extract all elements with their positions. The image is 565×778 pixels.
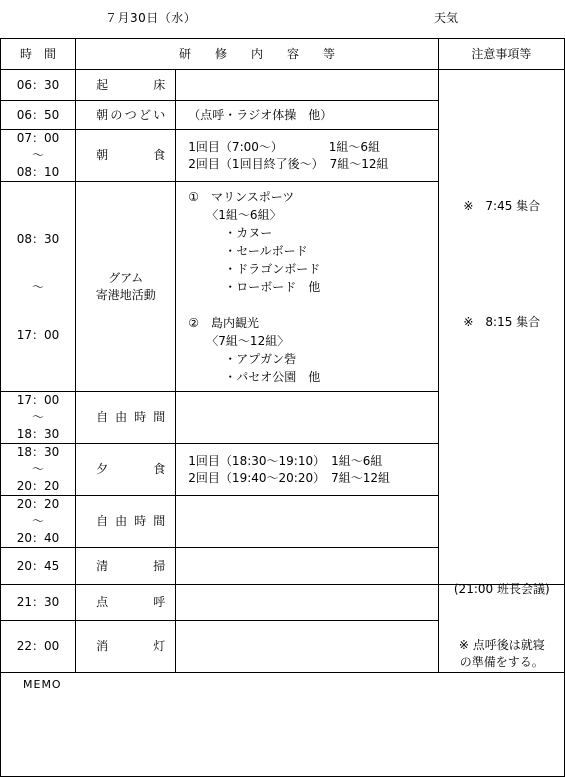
details-cell (176, 496, 438, 548)
activity-text: 起 床 (96, 77, 166, 92)
header-notes: 注意事項等 (438, 39, 564, 70)
time-cell (1, 70, 76, 101)
activity-text: 消 灯 (96, 639, 166, 653)
note-text: (21:00 班長会議) (453, 582, 550, 596)
activity-text: 朝 食 (96, 148, 166, 162)
time-text: 08：30 (16, 231, 60, 246)
details-cell (176, 392, 438, 444)
details-cell (176, 548, 438, 585)
time-text: 22：00 (16, 639, 60, 653)
activity-cell (76, 70, 176, 101)
time-text: 17：00 (16, 393, 60, 407)
details-text: ・アプガン砦 (188, 351, 297, 366)
time-cell (1, 548, 76, 585)
time-cell (1, 101, 76, 130)
header-time: 時 間 (1, 39, 76, 70)
activity-cell (76, 585, 176, 621)
time-text: 18：30 (16, 445, 60, 459)
details-text: 2回目（19:40〜20:20） 7組〜12組 (188, 470, 391, 485)
memo-label: MEMO (23, 678, 62, 691)
activity-cell (76, 130, 176, 182)
time-text (1, 299, 75, 323)
activity-cell (76, 101, 176, 130)
time-cell (1, 444, 76, 496)
activity-cell (76, 182, 176, 392)
time-cell (1, 392, 76, 444)
details-text: 〈1組〜6組〉 (188, 207, 282, 222)
table-row (1, 585, 565, 621)
activity-text: 夕 食 (96, 462, 166, 476)
note-text: ※ 8:15 集合 (463, 315, 541, 329)
time-text: 07：00 (16, 131, 60, 145)
time-text: 〜 (32, 279, 45, 294)
details-text (188, 296, 437, 314)
table-header-row (1, 39, 565, 70)
details-text: ・ローボード 他 (188, 279, 321, 294)
weather-label: 天気 (434, 11, 459, 25)
details-text: ・カヌー (188, 225, 273, 240)
time-text: 08：10 (16, 165, 60, 179)
time-text: 〜 (32, 462, 45, 476)
activity-cell (76, 392, 176, 444)
details-cell (176, 182, 438, 392)
time-text: 〜 (32, 410, 45, 424)
time-cell (1, 621, 76, 673)
time-text: 20：20 (16, 479, 60, 493)
activity-text: グアム (108, 270, 144, 285)
details-text: （点呼・ラジオ体操 他） (188, 107, 333, 122)
memo-box[interactable] (0, 673, 565, 777)
note-text: ※ 点呼後は就寝 の準備をする。 (458, 638, 545, 669)
schedule-table (0, 38, 565, 673)
activity-text: 自由時間 (96, 410, 166, 424)
details-text: ② 島内観光 (188, 315, 260, 330)
time-cell (1, 130, 76, 182)
activity-text: 寄港地活動 (95, 287, 156, 302)
time-text: 20：20 (16, 497, 60, 511)
notes-cell-bottom (438, 585, 564, 673)
time-text: 〜 (32, 148, 45, 162)
notes-cell-main (438, 70, 564, 596)
time-text: 20：45 (16, 558, 60, 573)
activity-text: 朝のつどい (96, 107, 166, 122)
details-cell (176, 585, 438, 621)
details-cell (176, 621, 438, 673)
details-text: ・ドラゴンボード (188, 261, 321, 276)
activity-cell (76, 548, 176, 585)
details-text: ① マリンスポーツ (188, 189, 295, 204)
time-cell (1, 496, 76, 548)
details-text: ・セールボード (188, 243, 308, 258)
activity-text: 自由時間 (96, 514, 166, 528)
details-cell (176, 130, 438, 182)
time-text: 〜 (32, 514, 45, 528)
header-bar (0, 0, 565, 38)
date-label: ７月30日（水） (105, 11, 197, 25)
details-text: 2回目（1回目終了後〜） 7組〜12組 (188, 156, 389, 171)
header-content: 研 修 内 容 等 (76, 39, 439, 70)
details-text: ・パセオ公園 他 (188, 369, 321, 384)
details-text: 1回目（18:30〜19:10） 1組〜6組 (188, 453, 383, 468)
activity-cell (76, 496, 176, 548)
time-cell (1, 585, 76, 621)
note-text: ※ 7:45 集合 (463, 199, 541, 213)
time-text: 06：50 (16, 107, 60, 122)
time-text: 20：40 (16, 531, 60, 545)
activity-text: 清 掃 (96, 558, 166, 573)
details-text: 1回目（7:00〜） 1組〜6組 (188, 139, 380, 154)
time-cell (1, 182, 76, 392)
details-cell (176, 70, 438, 101)
activity-cell (76, 444, 176, 496)
time-text (1, 251, 75, 275)
details-text: 〈7組〜12組〉 (188, 333, 290, 348)
activity-text: 点 呼 (96, 595, 166, 609)
time-text: 17：00 (16, 327, 60, 342)
details-cell (176, 444, 438, 496)
time-text: 18：30 (16, 427, 60, 441)
time-text: 21：30 (16, 595, 60, 609)
activity-cell (76, 621, 176, 673)
time-text: 06：30 (16, 77, 60, 92)
details-cell (176, 101, 438, 130)
table-row (1, 70, 565, 101)
